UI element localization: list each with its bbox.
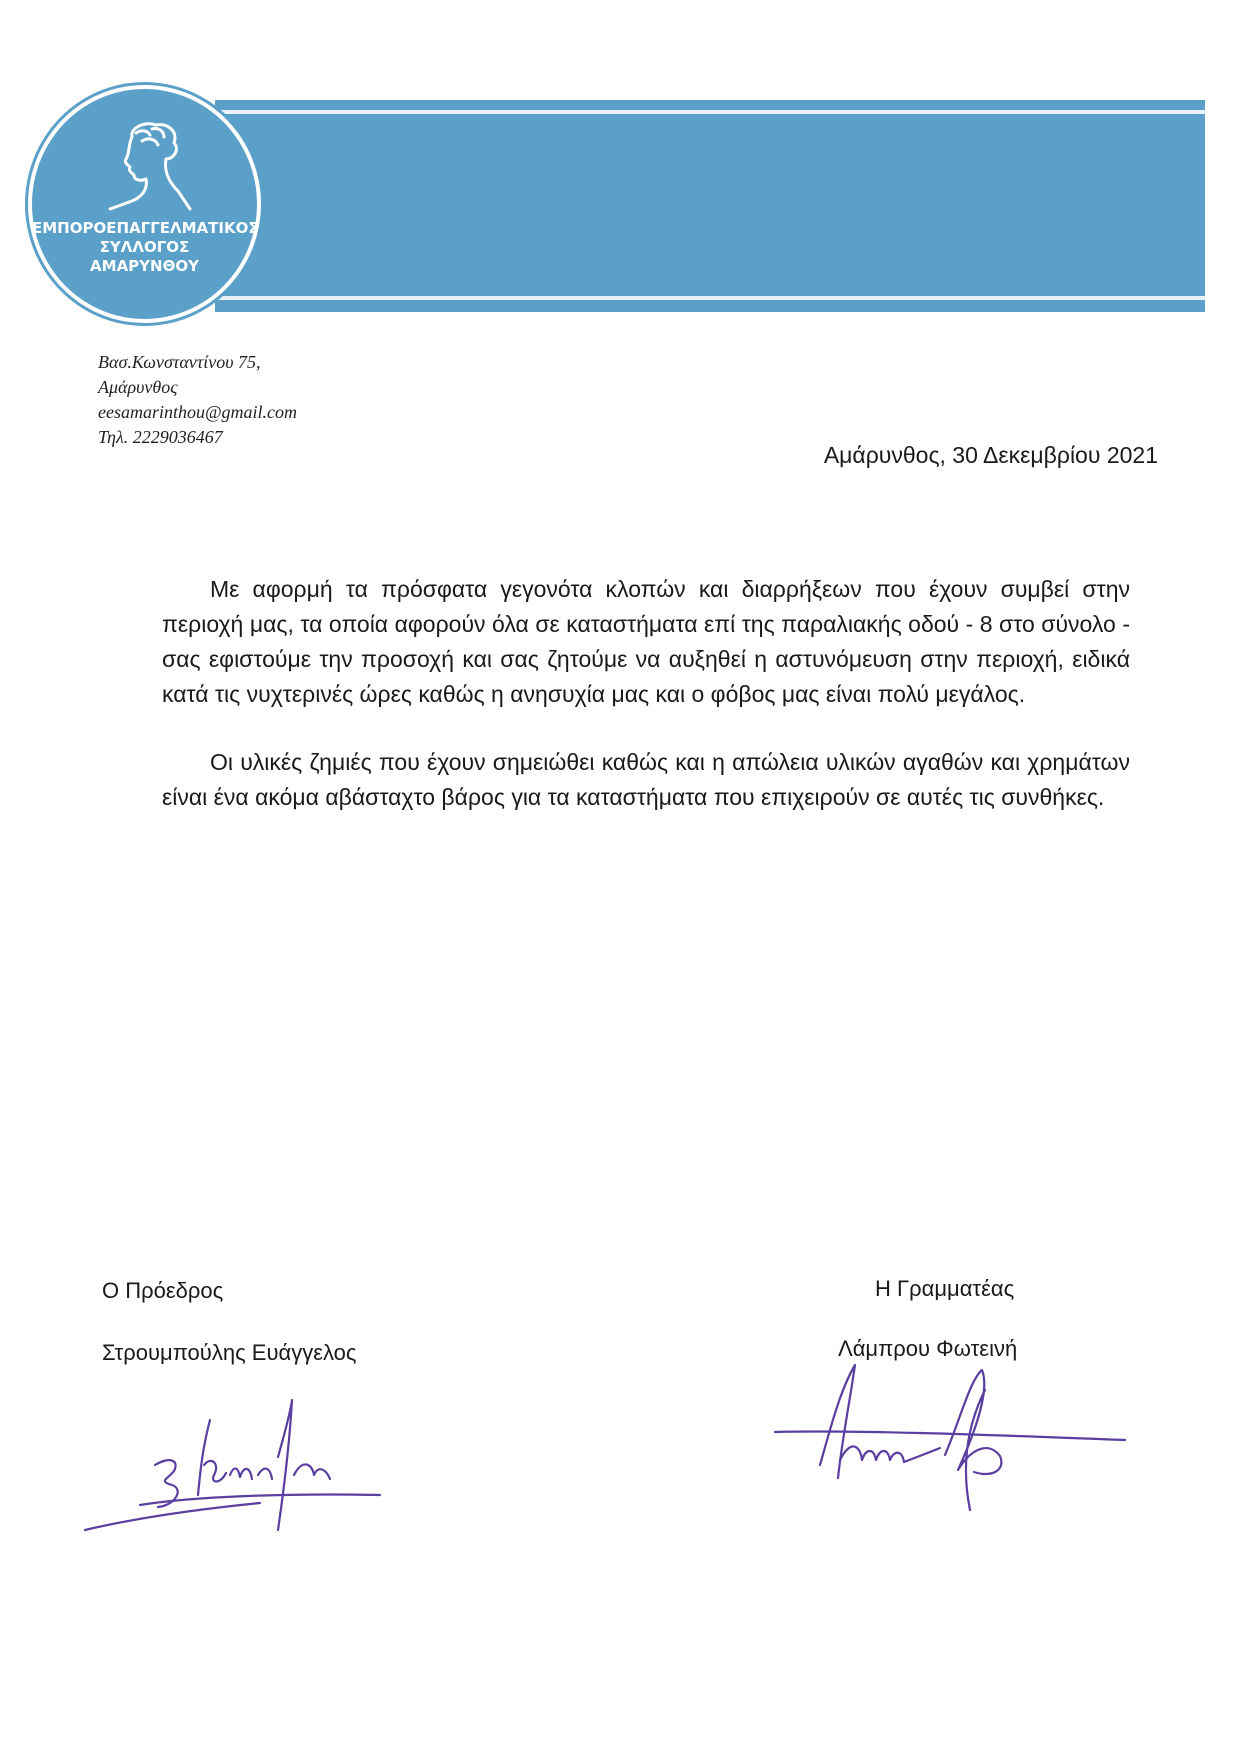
sender-address [98, 350, 297, 450]
header-stripe-top [215, 110, 1205, 114]
logo-line-2: ΣΥΛΛΟΓΟΣ [99, 238, 190, 256]
body-paragraph-1: Με αφορμή τα πρόσφατα γεγονότα κλοπών και διαρρήξεων που έχουν συμβεί στην περιοχή μας, τα οποία αφορούν όλα σε καταστήματα επί της παραλιακής οδού - 8 στο σύνολο - σας εφιστούμε την προσοχή και σας ζητούμε να αυξηθεί η αστυνόμευση στην περιοχή, ειδικά κατά τις νυχτερινές ώρες καθώς η ανησυχία μας και ο φόβος μας είναι πολύ μεγάλος. [162, 576, 1130, 707]
logo-line-3: ΑΜΑΡΥΝΘΟΥ [90, 257, 199, 275]
president-title: Ο Πρόεδρος [102, 1278, 224, 1303]
address-email: eesamarinthou@gmail.com [98, 402, 298, 422]
president-name: Στρουμπούλης Ευάγγελος [102, 1340, 357, 1365]
address-street: Βασ.Κωνσταντίνου 75, [98, 352, 261, 372]
letter-body [162, 572, 1130, 848]
header-stripe-bottom [215, 296, 1205, 300]
letter-date: Αμάρυνθος, 30 Δεκεμβρίου 2021 [823, 442, 1158, 468]
secretary-title: Η Γραμματέας [875, 1276, 1015, 1301]
body-paragraph-2: Οι υλικές ζημιές που έχουν σημειώθει καθώς και η απώλεια υλικών αγαθών και χρημάτων είναι ένα ακόμα αβάσταχτο βάρος για τα καταστήματα που επιχειρούν σε αυτές τις συνθήκες. [162, 749, 1130, 810]
head-profile-icon [102, 119, 192, 214]
logo-line-1: ΕΜΠΟΡΟΕΠΑΓΓΕΛΜΑΤΙΚΟΣ [32, 219, 259, 237]
logo-text [32, 219, 257, 276]
secretary-signature [770, 1360, 1130, 1520]
address-phone: Τηλ. 2229036467 [98, 427, 223, 447]
secretary-name: Λάμπρου Φωτεινή [838, 1336, 1018, 1361]
address-town: Αμάρυνθος [98, 377, 178, 397]
header-band [215, 100, 1205, 312]
association-logo [28, 85, 261, 323]
president-signature [80, 1395, 410, 1535]
